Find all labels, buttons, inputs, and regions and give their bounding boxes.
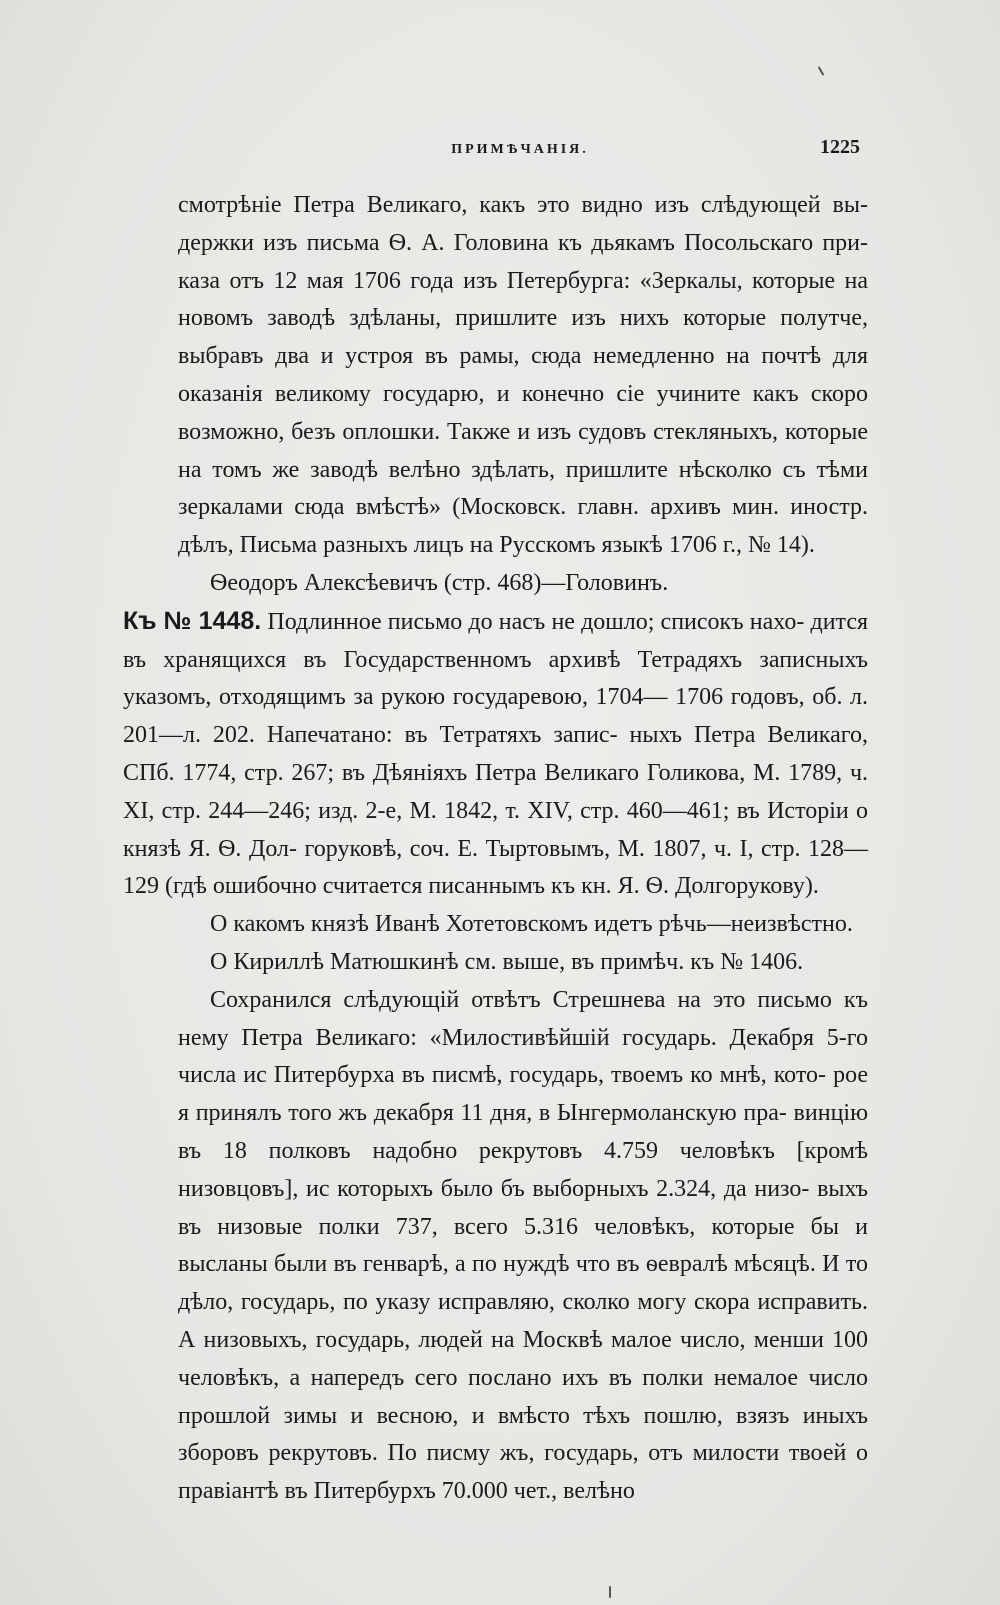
text-line: держки изъ письма Ѳ. А. Головина къ дьякамъ Посольскаго при- (178, 229, 868, 256)
text-line: смотрѣніе Петра Великаго, какъ это видно изъ слѣдующей вы- (178, 192, 868, 218)
text-line: исправить. А низовыхъ, государь, людей на Москвѣ малое число, (178, 1289, 868, 1353)
note-paragraph (123, 603, 868, 906)
text-line: съ тѣми зеркалами сюда вмѣстѣ» (Московск. главн. архивъ мин. (178, 456, 868, 521)
text-line: менши 100 человѣкъ, а напередъ сего послано ихъ въ полки (178, 1326, 869, 1391)
text-line: ошибочно считается писаннымъ къ кн. Я. Ѳ. Долгорукову). (212, 873, 819, 900)
margin-mark (818, 66, 825, 76)
text-line: горуковѣ, соч. Е. Тыртовымъ, М. 1807, ч. I, стр. 128—129 (гдѣ (123, 835, 869, 900)
text-line: которые на томъ же заводѣ велѣно здѣлать, пришлите нѣсколко (178, 418, 869, 483)
text-line: оказанія великому государю, и конечно сіе учините какъ скоро (178, 380, 868, 407)
text-line: О какомъ князѣ Иванѣ Хотетовскомъ идетъ рѣчь—неизвѣстно. (210, 911, 853, 938)
text-line: выхъ въ низовые полки 737, всего 5.316 человѣкъ, которые бы (178, 1175, 869, 1240)
text-line: числа ис Питербурха въ писмѣ, государь, твоемъ ко мнѣ, кото- (178, 1062, 827, 1089)
paragraph (178, 944, 868, 982)
page-number: 1225 (820, 136, 860, 158)
text-line: нему Петра Великаго: «Милостивѣйшій государь. Декабря 5-го (178, 1024, 868, 1051)
text-line: и высланы были въ генварѣ, а по нуждѣ что въ ѳевралѣ мѣсяцѣ. (178, 1213, 869, 1278)
text-line: Великаго Голикова, М. 1789, ч. XI, стр. 244—246; изд. 2-е, (123, 759, 869, 824)
text-line: Ѳеодоръ Алексѣевичъ (стр. 468)—Головинъ. (210, 569, 669, 596)
paragraph (178, 187, 868, 565)
text-line: взязъ иныхъ зборовъ рекрутовъ. По писму жъ, государь, отъ (178, 1402, 868, 1467)
text-line: иностр. дѣлъ, Письма разныхъ лицъ на Русскомъ языкѣ 1706 г., (178, 494, 869, 559)
text-line: № 14). (747, 532, 815, 559)
text-line: 1706 годовъ, об. л. 201—л. 202. Напечатано: въ Тетратяхъ запис- (123, 684, 869, 749)
margin-mark (609, 1586, 611, 1598)
text-line: И то дѣло, государь, по указу исправляю, сколко могу скора (178, 1251, 868, 1316)
text-line: выбравъ два и устроя въ рамы, сюда немедленно на почтѣ для (178, 343, 868, 370)
text-line: милости твоей о правіантѣ въ Питербурхъ 70.000 чет., велѣно (178, 1440, 869, 1505)
text-line: Подлинное письмо до насъ не дошло; списокъ нахо- (267, 608, 805, 635)
paragraph (178, 982, 868, 1511)
text-line: немалое число прошлой зимы и весною, и вмѣсто тѣхъ пошлю, (178, 1364, 869, 1429)
text-line: О Кириллѣ Матюшкинѣ см. выше, въ примѣч. къ № 1406. (210, 948, 804, 975)
text-line: винцію въ 18 полковъ надобно рекрутовъ 4.759 человѣкъ [кромѣ (178, 1100, 869, 1164)
text-line: возможно, безъ оплошки. Также и изъ судовъ стекляныхъ, (178, 418, 779, 445)
paragraph (178, 565, 868, 603)
note-label: Къ № 1448. (123, 606, 262, 635)
text-line: записныхъ указомъ, отходящимъ за рукою государевою, 1704— (123, 646, 868, 711)
text-line: низовцовъ], ис которыхъ было бъ выборныхъ 2.324, да низо- (178, 1175, 810, 1202)
paragraph (178, 906, 868, 944)
running-head-title: ПРИМѢЧАНІЯ. (451, 142, 589, 157)
text-block (123, 187, 869, 1511)
text-line: ныхъ Петра Великаго, СПб. 1774, стр. 267; въ Дѣяніяхъ Петра (123, 722, 868, 786)
text-line: рое я принялъ того жъ декабря 11 дня, в Ынгермоланскую пра- (178, 1062, 869, 1127)
text-line: М. 1842, т. XIV, стр. 460—461; въ Исторіи о князѣ Я. Ѳ. Дол- (123, 797, 869, 862)
text-line: на новомъ заводѣ здѣланы, пришлите изъ нихъ которые полутче, (178, 267, 869, 332)
text-line: дится въ хранящихся въ Государственномъ архивѣ Тетрадяхъ (123, 608, 869, 673)
text-line: Сохранился слѣдующій отвѣтъ Стрешнева на это письмо къ (210, 986, 868, 1013)
running-head (180, 136, 860, 166)
text-line: каза отъ 12 мая 1706 года изъ Петербурга: «Зеркалы, которые (178, 267, 836, 294)
